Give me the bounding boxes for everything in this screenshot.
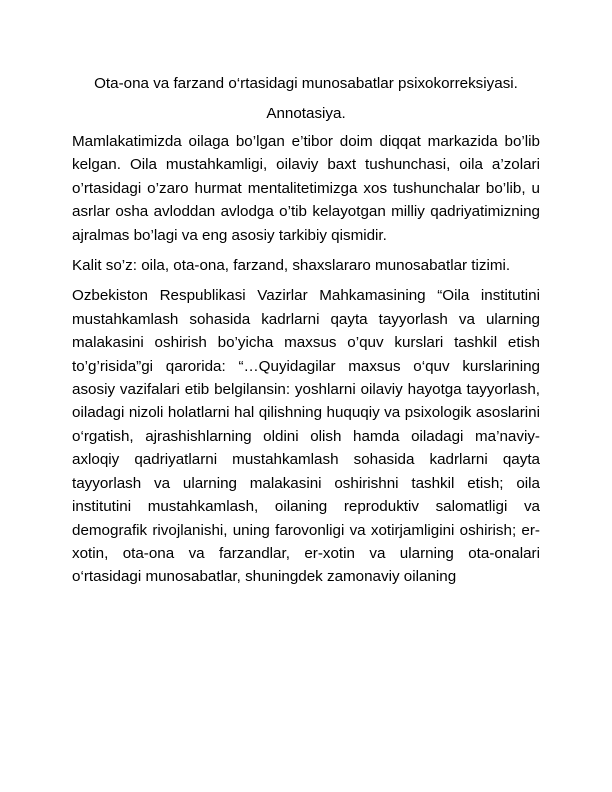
document-title: Ota-ona va farzand o‘rtasidagi munosabatlar psixokorreksiyasi. [94,75,518,92]
body-paragraph: Ozbekiston Respublikasi Vazirlar Mahkamasining “Oila institutini mustahkamlash sohasida kadrlarni qayta tayyorlash va ularning malakasini oshirish bo’yicha maxsus o’quv kurslari tashkil etish to’g’risida”gi qarorida: “…Quyidagilar maxsus o‘quv kurslarining asosiy vazifalari etib belgilansin: yoshlarni oilaviy hayotga tayyorlash, oiladagi nizoli holatlarni hal qilishning huquqiy va psixologik asoslarini o‘rgatish, ajrashishlarning oldini olish hamda oiladagi ma’naviy-axloqiy qadriyatlarni mustahkamlash sohasida kadrlarni qayta tayyorlash va ularning malakasini oshirishni tashkil etish; oila institutini mustahkamlash, oilaning reproduktiv salomatligi va demografik rivojlanishi, uning farovonligi va xotirjamligini oshirish; er-xotin, ota-ona va farzandlar, er-xotin va ularning ota-onalari o‘rtasidagi munosabatlar, shuningdek zamonaviy oilaning [72,287,540,586]
annotation-paragraph: Mamlakatimizda oilaga bo’lgan e’tibor doim diqqat markazida bo’lib kelgan. Oila mustahkamligi, oilaviy baxt tushunchasi, oila a’zolari o’rtasidagi o’zaro hurmat mentalitetimizga xos tushunchalar bo’lib, u asrlar osha avloddan avlodga o’tib kelayotgan milliy qadriyatimizning ajralmas bo’lagi va eng asosiy tarkibiy qismidir. [72,133,540,244]
annotation-heading: Annotasiya. [266,105,346,122]
document-page [72,74,540,596]
keywords-paragraph: Kalit so’z: oila, ota-ona, farzand, shaxslararo munosabatlar tizimi. [72,257,511,275]
